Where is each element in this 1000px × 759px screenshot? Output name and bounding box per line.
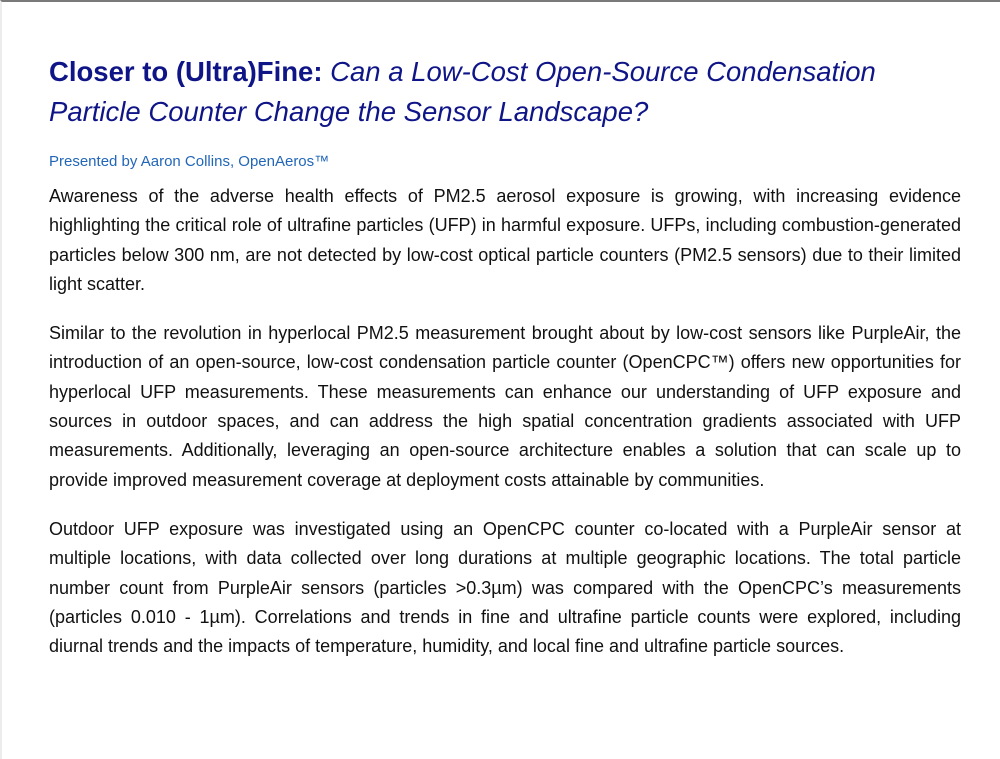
- title-lead: Closer to (Ultra)Fine:: [49, 56, 323, 87]
- abstract-paragraph-1: Awareness of the adverse health effects of PM2.5 aerosol exposure is growing, with increasing evidence highlighting the critical role of ultrafine particles (UFP) in harmful exposure. UFPs, including combustion-generated particles below 300 nm, are not detected by low-cost optical particle counters (PM2.5 sensors) due to their limited light scatter.: [49, 186, 961, 294]
- document-title: [49, 52, 961, 132]
- abstract-paragraph-3: Outdoor UFP exposure was investigated using an OpenCPC counter co-located with a PurpleAir sensor at multiple locations, with data collected over long durations at multiple geographic locations. The total particle number count from PurpleAir sensors (particles >0.3µm) was compared with the OpenCPC’s measurements (particles 0.010 - 1µm). Correlations and trends in fine and ultrafine particle counts were explored, including diurnal trends and the impacts of temperature, humidity, and local fine and ultrafine particle sources.: [49, 518, 961, 657]
- abstract-content: [49, 52, 961, 661]
- presenter-line: Presented by Aaron Collins, OpenAeros™: [49, 153, 330, 170]
- abstract-paragraph-2: Similar to the revolution in hyperlocal PM2.5 measurement brought about by low-cost sensors like PurpleAir, the introduction of an open-source, low-cost condensation particle counter (OpenCPC™) offers new opportunities for hyperlocal UFP measurements. These measurements can enhance our understanding of UFP exposure and sources in outdoor spaces, and can address the high spatial concentration gradients associated with UFP measurements. Additionally, leveraging an open-source architecture enables a solution that can scale up to provide improved measurement coverage at deployment costs attainable by communities.: [49, 323, 961, 490]
- title-subtitle: Can a Low-Cost Open-Source Condensation Particle Counter Change the Sensor Landscape?: [49, 56, 876, 127]
